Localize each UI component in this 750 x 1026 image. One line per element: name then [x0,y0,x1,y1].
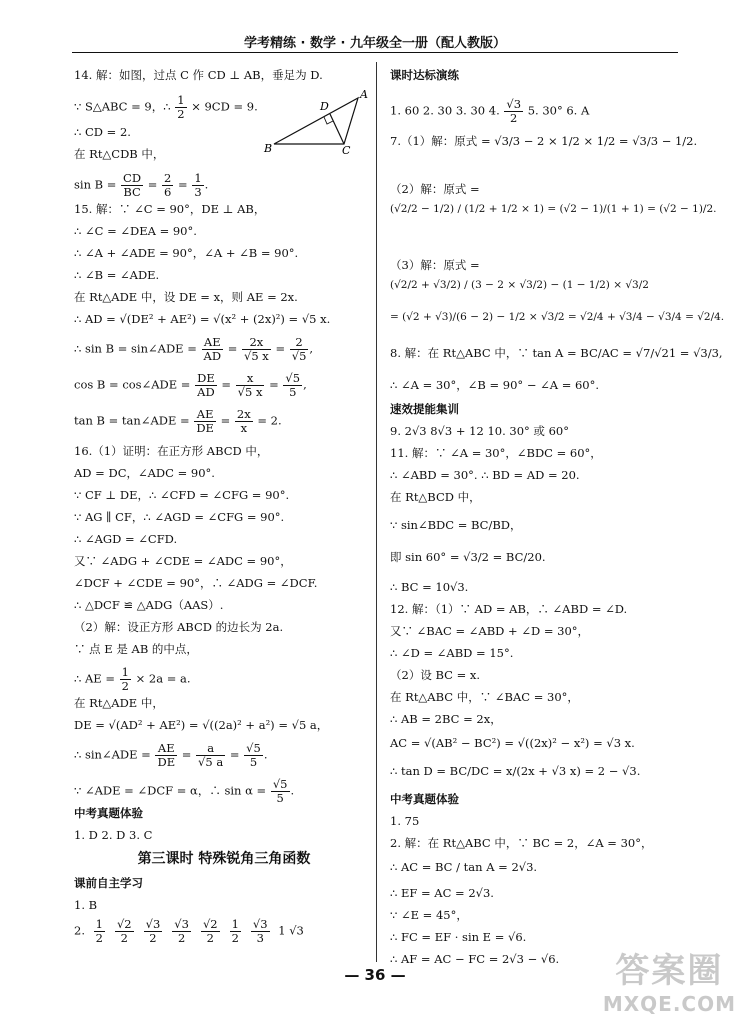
q16-line12: 在 Rt△ADE 中， [74,696,164,710]
keqian-q2-fraction [230,918,241,945]
r-z1: 1. 75 [390,814,420,828]
r-z2-l3: ∴ EF = AC = 2√3. [390,886,494,900]
watermark [603,943,736,1016]
q14-line4: 在 Rt△CDB 中， [74,147,165,161]
keqian-q2-label: 2. [74,923,85,938]
keqian-q1: 1. B [74,898,98,912]
q15-l8-fb-num: x [236,372,265,386]
r-z2-l2: ∴ AC = BC / tan A = 2√3. [390,860,538,874]
q14-l2-post: × 9CD = 9. [191,99,258,114]
q15-line3: ∴ ∠A + ∠ADE = 90°，∠A + ∠B = 90°. [74,246,299,260]
q15-l7-fa-num: AE [202,336,224,350]
q14-frac-a-num: CD [123,171,142,185]
section-zhongkao-1: 中考真题体验 [74,806,143,820]
q15-l8-fc-den: 5 [289,385,297,400]
page-number: — 36 — [344,966,406,984]
q14-l2-pre: ∵ S△ABC = 9，∴ [74,99,171,114]
q16-line15: ∵ ∠ADE = ∠DCF = α，∴ sin α = $\frac{√5}{5}$ . [74,777,295,806]
q16-l14-fc-num: √5 [246,741,261,755]
q16-line7: ∠DCF + ∠CDE = 90°，∴ ∠ADG = ∠DCF. [74,576,318,590]
q16-l14-fa-den: DE [157,755,176,770]
label-a: A [360,88,368,101]
r11-l4: ∵ sin∠BDC = BC/BD， [390,518,522,532]
keqian-q2-fraction-num: 1 [231,917,239,931]
q15-line6: ∴ AD = √(DE² + AE²) = √(x² + (2x)²) = √5 x. [74,312,331,326]
q15-l8-fa-num: DE [197,371,215,385]
q16-line2: AD = DC，∠ADC = 90°. [74,466,215,480]
q15-l9-fa-num: AE [194,408,216,422]
q15-l7-fb-num: 2x [242,336,271,350]
q14-frac-c-den: 3 [194,185,202,200]
keqian-q2-fraction-num: √2 [116,917,132,931]
q14-line1: 14. 解：如图，过点 C 作 CD ⊥ AB，垂足为 D. [74,68,323,82]
altitude-cd [330,114,344,144]
q15-line4: ∴ ∠B = ∠ADE. [74,268,160,282]
keqian-q2-fraction-num: 1 [95,917,103,931]
q16-l11-num: 1 [121,665,129,679]
section-keqian: 课前自主学习 [74,876,143,890]
q15-l9-fa-den: DE [196,421,214,436]
keqian-q2 [74,918,304,945]
keqian-q2-fraction-num: √3 [145,917,161,931]
keqian-q2-fraction [172,918,191,945]
q15-l9-frac-a [194,408,216,435]
q15-line2: ∴ ∠C = ∠DEA = 90°. [74,224,197,238]
q16-line5: ∴ ∠AGD = ∠CFD. [74,532,178,546]
keqian-q2-fraction [94,918,105,945]
q15-line9: tan B = tan∠ADE = $\frac{AE}{DE}$ = $\frac{2x}{x}$ = 2. [74,407,282,436]
r7c-pre-line: （3）解：原式 = [390,258,480,272]
r12-l1: 12. 解：（1）∵ AD = AB，∴ ∠ABD = ∠D. [390,602,628,616]
q15-l7-fb-den: √5 x [244,349,269,364]
section-zhongkao-2: 中考真题体验 [390,792,459,806]
q15-l8-frac-b [236,372,265,399]
keqian-q2-fraction-num: √3 [252,917,268,931]
q15-l7-fa-den: AD [203,349,222,364]
keqian-q2-fraction [115,918,134,945]
q14-fr-den: 2 [177,107,185,122]
q14-frac-b-den: 6 [164,185,172,200]
r-l1-num: √3 [506,97,522,111]
q16-l15-den: 5 [276,791,284,806]
q14-frac-a-den: BC [123,185,141,200]
q15-l9-fb-den: x [240,421,248,436]
q15-l7-fc-num: 2 [290,336,309,350]
q15-line1: 15. 解：∵ ∠C = 90°，DE ⊥ AB， [74,202,266,216]
r8-expr: BC/AC = √7/√21 = √3/3, [580,346,723,360]
q15-l9-frac-b [235,408,253,435]
q14-frac-a [121,172,143,199]
q16-l11-pre: ∴ AE = [74,671,115,686]
q16-l14-frac-b [196,742,225,769]
r-line1 [390,98,589,125]
q15-line8: cos B = cos∠ADE = $\frac{DE}{AD}$ = $\frac{x}{√5 x}$ = $\frac{√5}{5}$ , [74,371,307,400]
r12-l7: AC = √(AB² − BC²) = √((2x)² − x²) = √3 x. [390,736,635,750]
label-c: C [342,144,351,156]
zhongkao-1-answers: 1. D 2. D 3. C [74,828,153,842]
r7a [390,136,697,148]
keqian-q2-fraction-den: 2 [149,931,157,946]
r-l1-frac [504,98,523,125]
q15-l7-fc-den: √5 [291,349,307,364]
keqian-q2-fraction-den: 3 [256,931,264,946]
r-z2-l6: ∴ AF = AC − FC = 2√3 − √6. [390,952,560,966]
q16-line11 [74,666,191,693]
q16-line13: DE = √(AD² + AE²) = √((2a)² + a²) = √5 a， [74,718,329,732]
keqian-q2-fraction-num: √3 [174,917,189,931]
q16-line14: ∴ sin∠ADE = $\frac{AE}{DE}$ = $\frac{a}{√5 a}$ = $\frac{√5}{5}$ . [74,741,268,770]
keqian-q2-fraction-den: 2 [206,931,214,946]
q15-l8-fa-den: AD [197,385,215,400]
q16-l14-pre: ∴ sin∠ADE = [74,747,151,762]
r12-l4: （2）设 BC = x. [390,668,481,682]
q16-line1: 16.（1）证明：在正方形 ABCD 中， [74,444,269,458]
watermark-logo: 答案圈 [615,951,724,991]
r11-l2: ∴ ∠ABD = 30°. ∴ BD = AD = 20. [390,468,580,482]
keqian-q2-fraction [251,918,270,945]
r8-pre: 8. 解：在 Rt△ABC 中，∵ tan A = [390,346,577,360]
r11-l5: 即 sin 60° = √3/2 = BC/20. [390,550,546,564]
keqian-q2-values [89,917,275,946]
r-l1-main: 1. 60 2. 30 3. 30 4. [390,103,500,118]
keqian-q2-fraction-num: √2 [202,917,218,931]
q14-line2 [74,94,258,121]
q16-l14-fc-den: 5 [249,755,258,770]
q15-l8-frac-c [283,372,302,399]
r9: 9. 2√3 8√3 + 12 10. 30° 或 60° [390,424,569,438]
r-z2-l1: 2. 解：在 Rt△ABC 中，∵ BC = 2，∠A = 30°， [390,836,653,850]
r7b-expr: (√2/2 − 1/2) / (1/2 + 1/2 × 1) = (√2 − 1)/(1 + 1) = (√2 − 1)/2. [390,203,717,215]
r8-line1 [390,348,723,360]
q14-line5: sin B = $\frac{CD}{BC}$ = $\frac{2}{6}$ = $\frac{1}{3}$ . [74,171,209,200]
q14-l5-pre: sin B = [74,177,117,192]
q15-line7: ∴ sin B = sin∠ADE = $\frac{AE}{AD}$ = $\frac{2x}{√5 x}$ = $\frac{2}{√5}$ , [74,335,314,364]
keqian-q2-fraction-den: 2 [177,931,186,946]
q15-l9-fb-num: 2x [236,407,251,421]
keqian-q2-fraction-den: 2 [231,931,239,946]
q16-line10: ∵ 点 E 是 AB 的中点， [74,642,198,656]
section-keshi: 课时达标演练 [390,68,459,82]
q14-line3: ∴ CD = 2. [74,125,131,139]
q15-l7-frac-c [290,336,309,363]
r-l1-den: 2 [510,111,518,126]
q16-l15-num: √5 [272,777,288,791]
page-header: 学考精练 · 数学 · 九年级全一册（配人教版） [244,36,506,51]
q15-l7-frac-b [242,336,271,363]
r11-l3: 在 Rt△BCD 中， [390,490,481,504]
r11-l1: 11. 解：∵ ∠A = 30°，∠BDC = 60°， [390,446,602,460]
q16-l11-post: × 2a = a. [135,671,191,686]
q14-frac-c-num: 1 [194,171,202,185]
watermark-url: MXQE.COM [602,992,736,1016]
chapter-title: 第三课时 特殊锐角三角函数 [137,851,311,867]
r-z2-l5: ∴ FC = EF · sin E = √6. [390,930,527,944]
r8-line2: ∴ ∠A = 30°，∠B = 90° − ∠A = 60°. [390,378,600,392]
column-divider [376,62,377,962]
q16-l14-fb-num: a [196,742,225,756]
r7c-line2: = (√2 + √3)/(6 − 2) − 1/2 × √3/2 = √2/4 + √3/4 − √3/4 = √2/4. [390,311,725,323]
header-rule [72,52,678,53]
r12-l5: 在 Rt△ABC 中，∵ ∠BAC = 30°， [390,690,579,704]
q14-fr-num: 1 [177,93,185,107]
keqian-q2-fraction-den: 2 [95,931,103,946]
q14-fraction [175,94,186,121]
q16-l14-fb-den: √5 a [198,755,224,770]
q16-l15-frac [271,778,290,805]
r7c-expr: (√2/2 + √3/2) / (3 − 2 × √3/2) − (1 − 1/2) × √3/2 [390,279,649,291]
q16-l14-fa-num: AE [155,742,177,756]
q15-l8-fc-num: √5 [285,371,301,385]
r12-l3: ∴ ∠D = ∠ABD = 15°. [390,646,514,660]
q16-l11-den: 2 [121,679,129,694]
r11-l6: ∴ BC = 10√3. [390,580,469,594]
label-b: B [264,142,273,155]
q16-l11-frac [120,666,131,693]
q16-line8: ∴ △DCF ≌ △ADG（AAS）. [74,598,224,612]
q16-line9: （2）解：设正方形 ABCD 的边长为 2a. [74,620,284,634]
r7b-pre-line: （2）解：原式 = [390,182,480,196]
q15-l8-fb-den: √5 x [237,385,263,400]
r12-l6: ∴ AB = 2BC = 2x， [390,712,502,726]
q16-l14-frac-a [155,742,177,769]
q14-frac-b-num: 2 [164,171,172,185]
q16-l14-frac-c [244,742,263,769]
r-l1-tail: 5. 30° 6. A [527,103,590,118]
q15-l9-pre: tan B = tan∠ADE = [74,413,190,428]
triangle-abc [274,98,358,144]
r12-l8: ∴ tan D = BC/DC = x/(2x + √3 x) = 2 − √3. [390,764,641,778]
keqian-q2-fraction [144,918,163,945]
q15-l9-post: = 2. [257,413,282,428]
r-z2-l4: ∵ ∠E = 45°， [390,908,468,922]
keqian-q2-fraction-den: 2 [120,931,128,946]
q16-line4: ∵ AG ∥ CF，∴ ∠AGD = ∠CFG = 90°. [74,510,285,524]
r12-l2: 又∵ ∠BAC = ∠ABD + ∠D = 30°， [390,624,590,638]
q15-l7-frac-a [202,336,224,363]
q15-line5: 在 Rt△ADE 中，设 DE = x，则 AE = 2x. [74,290,298,304]
r7a-expr: √3/3 − 2 × 1/2 × 1/2 = √3/3 − 1/2. [494,134,698,148]
section-suxiao: 速效提能集训 [390,402,459,416]
keqian-q2-fraction [201,918,220,945]
triangle-diagram [262,86,372,156]
q14-frac-c [192,172,203,199]
q16-line6: 又∵ ∠ADG + ∠CDE = ∠ADC = 90°， [74,554,292,568]
keqian-q2-tail: 1 √3 [278,923,304,938]
q15-l7-pre: ∴ sin B = sin∠ADE = [74,341,197,356]
q15-l8-pre: cos B = cos∠ADE = [74,377,191,392]
q14-frac-b [162,172,173,199]
q15-l8-frac-a [195,372,217,399]
q16-line3: ∵ CF ⊥ DE，∴ ∠CFD = ∠CFG = 90°. [74,488,290,502]
r7a-pre: 7.（1）解：原式 = [390,134,491,148]
q16-l15-pre: ∵ ∠ADE = ∠DCF = α，∴ sin α = [74,783,267,798]
label-d: D [320,100,329,113]
